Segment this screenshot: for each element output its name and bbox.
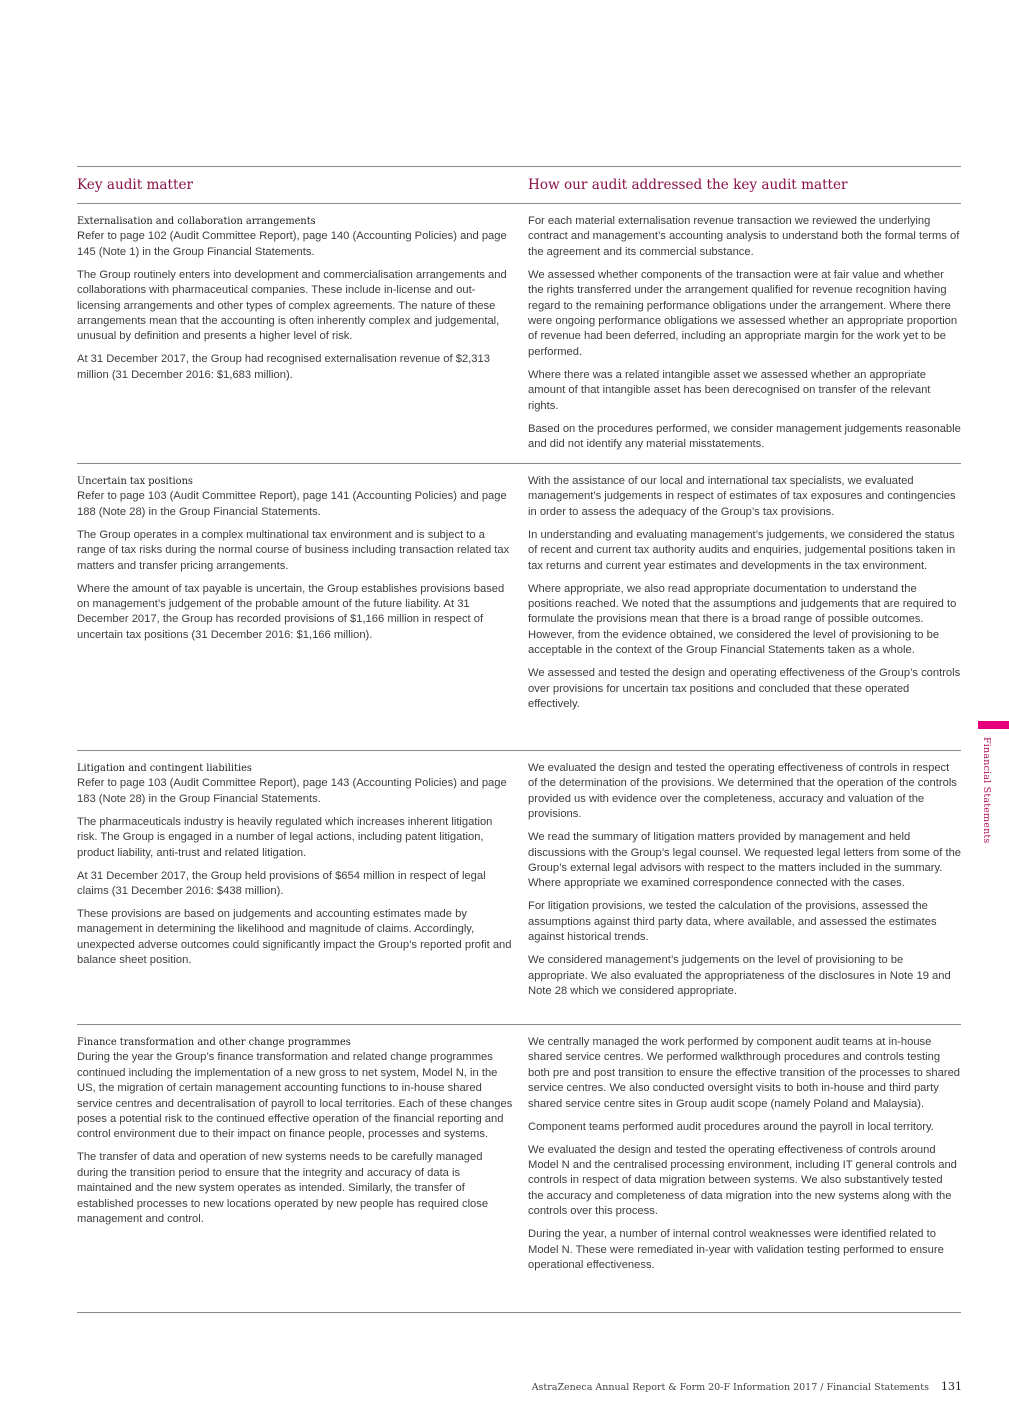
table-header	[77, 167, 961, 204]
footer-text: AstraZeneca Annual Report & Form 20-F Information 2017 / Financial Statements	[531, 1382, 929, 1393]
table-row	[77, 751, 961, 1025]
page-number: 131	[941, 1380, 962, 1393]
paragraph: We evaluated the design and tested the operating effectiveness of controls in respect of the determination of the provisions. We determined that the operation of the controls provided us with evidence over the completeness, accuracy and valuation of the provisions.	[528, 762, 957, 821]
paragraph: We assessed and tested the design and operating effectiveness of the Group’s controls over provisions for uncertain tax positions and concluded that these operated effectively.	[528, 667, 961, 711]
section-tab-marker	[978, 721, 1009, 729]
page-footer	[532, 1380, 962, 1393]
audit-response-cell	[528, 1035, 961, 1312]
matter-title: Uncertain tax positions	[77, 476, 193, 487]
matter-title: Finance transformation and other change programmes	[77, 1037, 351, 1048]
paragraph: The pharmaceuticals industry is heavily regulated which increases inherent litigation risk. The Group is engaged in a number of legal actions, including patent litigation, product liability, anti-trust and related litigation.	[77, 815, 493, 859]
header-how-addressed: How our audit addressed the key audit matter	[528, 177, 848, 193]
paragraph: Where appropriate, we also read appropriate documentation to understand the positions reached. We noted that the assumptions and judgements that are required to formulate the provisions mean that there is a broad range of possible outcomes. However, from the evidence obtained, we considered the level of provisioning to be acceptable in the context of the Group Financial Statements taken as a whole.	[528, 582, 957, 657]
paragraph: For litigation provisions, we tested the calculation of the provisions, assessed the assumptions against third party data, where available, and assessed the estimates against historical trends.	[528, 900, 937, 944]
paragraph: These provisions are based on judgements and accounting estimates made by management in determining the likelihood and magnitude of claims. Accordingly, unexpected adverse outcomes could significantly impact the Group’s reported profit and balance sheet position.	[77, 908, 512, 967]
audit-response-cell	[528, 214, 961, 463]
matter-title: Externalisation and collaboration arrangements	[77, 216, 316, 227]
table-row	[77, 464, 961, 751]
paragraph: The Group routinely enters into development and commercialisation arrangements and collaborations with pharmaceutical companies. These include in-license and out-licensing arrangements and other types of complex agreements. The nature of these arrangements mean that the accounting is often inherently complex and judgemental, unusual by definition and presents a higher level of risk.	[77, 268, 507, 343]
key-audit-matters-table	[77, 166, 961, 1313]
paragraph: During the year, a number of internal control weaknesses were identified related to Model N. These were remediated in-year with validation testing performed to ensure operational effectiveness.	[528, 1228, 944, 1272]
paragraph: Component teams performed audit procedures around the payroll in local territory.	[528, 1120, 934, 1133]
audit-response-cell	[528, 474, 961, 750]
key-audit-matter-cell	[77, 1035, 528, 1312]
paragraph: We assessed whether components of the transaction were at fair value and whether the rights transferred under the arrangement qualified for revenue recognition having regard to the remaining performance obligations under the arrangement. Where there were ongoing performance obligations we assessed whether an appropriate proportion of revenue had been deferred, including an appropriate margin for the work yet to be performed.	[528, 268, 958, 358]
paragraph: The Group operates in a complex multinational tax environment and is subject to a range of tax risks during the normal course of business including transaction related tax matters and transfer pricing arrangements.	[77, 528, 510, 572]
paragraph: The transfer of data and operation of new systems needs to be carefully managed during the transition period to ensure that the integrity and accuracy of data is maintained and the new system operates as intended. Similarly, the transfer of established processes to new locations operated by new people has required close management and control.	[77, 1151, 489, 1226]
paragraph: During the year the Group’s finance transformation and related change programmes continued including the implementation of a new gross to net system, Model N, in the US, the migration of certain management accounting functions to in-house shared service centres and decentralisation of payroll to local territories. Each of these changes poses a potential risk to the continued effective operation of the financial reporting and control environment due to their impact on finance people, processes and systems.	[77, 1051, 513, 1141]
paragraph: For each material externalisation revenue transaction we reviewed the underlying contract and management’s accounting analysis to understand both the formal terms of the agreement and its commercial substance.	[528, 215, 960, 258]
paragraph: Where there was a related intangible asset we assessed whether an appropriate amount of that intangible asset has been derecognised on transfer of the relevant rights.	[528, 368, 931, 412]
section-side-label: Financial Statements	[981, 737, 992, 844]
paragraph: At 31 December 2017, the Group held provisions of $654 million in respect of legal claims (31 December 2016: $438 million).	[77, 869, 486, 898]
audit-response-cell	[528, 761, 961, 1024]
key-audit-matter-cell	[77, 761, 528, 1024]
paragraph: We centrally managed the work performed by component audit teams at in-house shared service centres. We performed walkthrough procedures and controls testing both pre and post transition to ensure the effective transition of the processes to shared service centres. We also conducted oversight visits to both in-house and third party shared service centre sites in Group audit scope (namely Poland and Malaysia).	[528, 1036, 961, 1110]
paragraph: Refer to page 102 (Audit Committee Report), page 140 (Accounting Policies) and page 145 (Note 1) in the Group Financial Statements.	[77, 230, 507, 258]
paragraph: Where the amount of tax payable is uncertain, the Group establishes provisions based on management’s judgement of the probable amount of the future liability. At 31 December 2017, the Group has recorded provisions of $1,166 million in respect of uncertain tax positions (31 December 2016: $1,166 million).	[77, 582, 505, 641]
header-key-audit-matter: Key audit matter	[77, 177, 193, 193]
paragraph: With the assistance of our local and international tax specialists, we evaluated management’s judgements in respect of estimates of tax exposures and contingencies in order to assess the adequacy of the Group’s tax provisions.	[528, 475, 956, 518]
paragraph: We read the summary of litigation matters provided by management and held discussions with the Group’s legal counsel. We requested legal letters from some of the Group’s external legal advisors with respect to the matters included in the summary. Where appropriate we examined correspondence connected with the cases.	[528, 831, 962, 890]
key-audit-matter-cell	[77, 214, 528, 463]
paragraph: At 31 December 2017, the Group had recognised externalisation revenue of $2,313 million (31 December 2016: $1,683 million).	[77, 353, 490, 381]
table-row	[77, 1025, 961, 1313]
table-row	[77, 204, 961, 464]
paragraph: Refer to page 103 (Audit Committee Report), page 143 (Accounting Policies) and page 183 (Note 28) in the Group Financial Statements.	[77, 777, 507, 805]
paragraph: We evaluated the design and tested the operating effectiveness of controls around Model N and the centralised processing environment, including IT general controls and controls in respect of data migration between systems. We also substantively tested the accuracy and completeness of data migration into the new systems along with the controls over this process.	[528, 1143, 957, 1218]
key-audit-matter-cell	[77, 474, 528, 750]
paragraph: We considered management’s judgements on the level of provisioning to be appropriate. We also evaluated the appropriateness of the disclosures in Note 19 and Note 28 which we considered appropriate.	[528, 954, 951, 998]
paragraph: Based on the procedures performed, we consider management judgements reasonable and did not identify any material misstatements.	[528, 422, 961, 451]
paragraph: Refer to page 103 (Audit Committee Report), page 141 (Accounting Policies) and page 188 (Note 28) in the Group Financial Statements.	[77, 490, 507, 518]
paragraph: In understanding and evaluating management’s judgements, we considered the status of recent and current tax authority audits and enquiries, judgemental positions taken in tax returns and current year estimates and developments in the tax environment.	[528, 528, 956, 572]
matter-title: Litigation and contingent liabilities	[77, 763, 252, 774]
